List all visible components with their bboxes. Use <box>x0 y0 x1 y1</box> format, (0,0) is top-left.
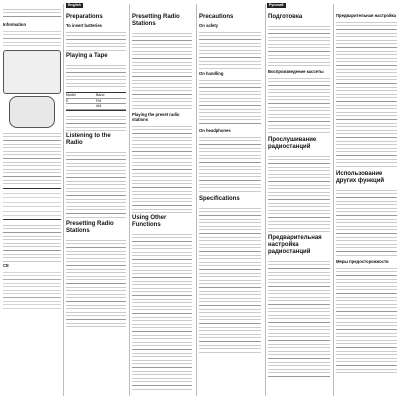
language-tag-english: English <box>68 3 81 7</box>
column-2 <box>66 12 126 396</box>
column-4 <box>199 12 261 396</box>
section-title-presetting-cont: Presetting Radio Stations <box>132 14 180 27</box>
spec-table-col1 <box>3 188 61 220</box>
language-tag-russian: Русский <box>269 3 284 7</box>
column-divider <box>196 4 197 396</box>
subsection-insert-batteries: To insert batteries <box>66 23 102 28</box>
ce-caption: CE <box>3 263 9 269</box>
section-title-other-functions-ru: Использование других функций <box>336 171 385 184</box>
subsection-on-handling: On handling <box>199 70 224 76</box>
table-cell: E <box>66 98 69 103</box>
band-table <box>66 92 126 111</box>
section-title-precautions: Precautions <box>199 14 234 20</box>
device-figure-1 <box>3 50 61 94</box>
section-title-preset-ru: Предварительная настройка радиостанций <box>268 234 322 255</box>
device-figure-2 <box>9 96 55 128</box>
column-5 <box>268 12 330 396</box>
subsection-playing-preset: Playing the preset radio stations <box>132 111 180 122</box>
section-title-playing-tape: Playing a Tape <box>66 53 108 59</box>
warning-title: Information <box>3 21 27 27</box>
column-divider <box>265 4 266 396</box>
column-divider <box>129 4 130 396</box>
column-divider <box>333 4 334 396</box>
subsection-tape-ru: Воспроизведение кассеты <box>268 68 324 74</box>
section-title-listening-radio: Listening to the Radio <box>66 132 111 146</box>
subsection-on-headphones: On headphones <box>199 128 231 134</box>
subsection-on-safety: On safety <box>199 23 219 28</box>
table-header-model: Model <box>66 93 76 97</box>
column-6 <box>336 12 397 396</box>
column-3 <box>132 12 192 396</box>
section-title-preparation-ru: Подготовка <box>268 14 303 20</box>
section-title-precautions-ru: Меры предосторожности <box>336 258 389 264</box>
table-cell <box>66 104 96 109</box>
section-title-preparations: Preparations <box>66 14 103 20</box>
section-title-specifications: Specifications <box>199 196 240 203</box>
table-cell: AM <box>96 104 102 108</box>
table-header-band: Band <box>96 93 105 97</box>
column-divider <box>63 4 64 396</box>
column-1 <box>3 6 61 396</box>
section-title-radio-ru: Прослушивание радиостанций <box>268 136 317 150</box>
section-title-presetting: Presetting Radio Stations <box>66 220 114 234</box>
section-title-other-functions: Using Other Functions <box>132 214 167 228</box>
section-title-preset-cont-ru: Предварительная настройка <box>336 13 396 18</box>
table-cell: FM <box>96 98 102 103</box>
